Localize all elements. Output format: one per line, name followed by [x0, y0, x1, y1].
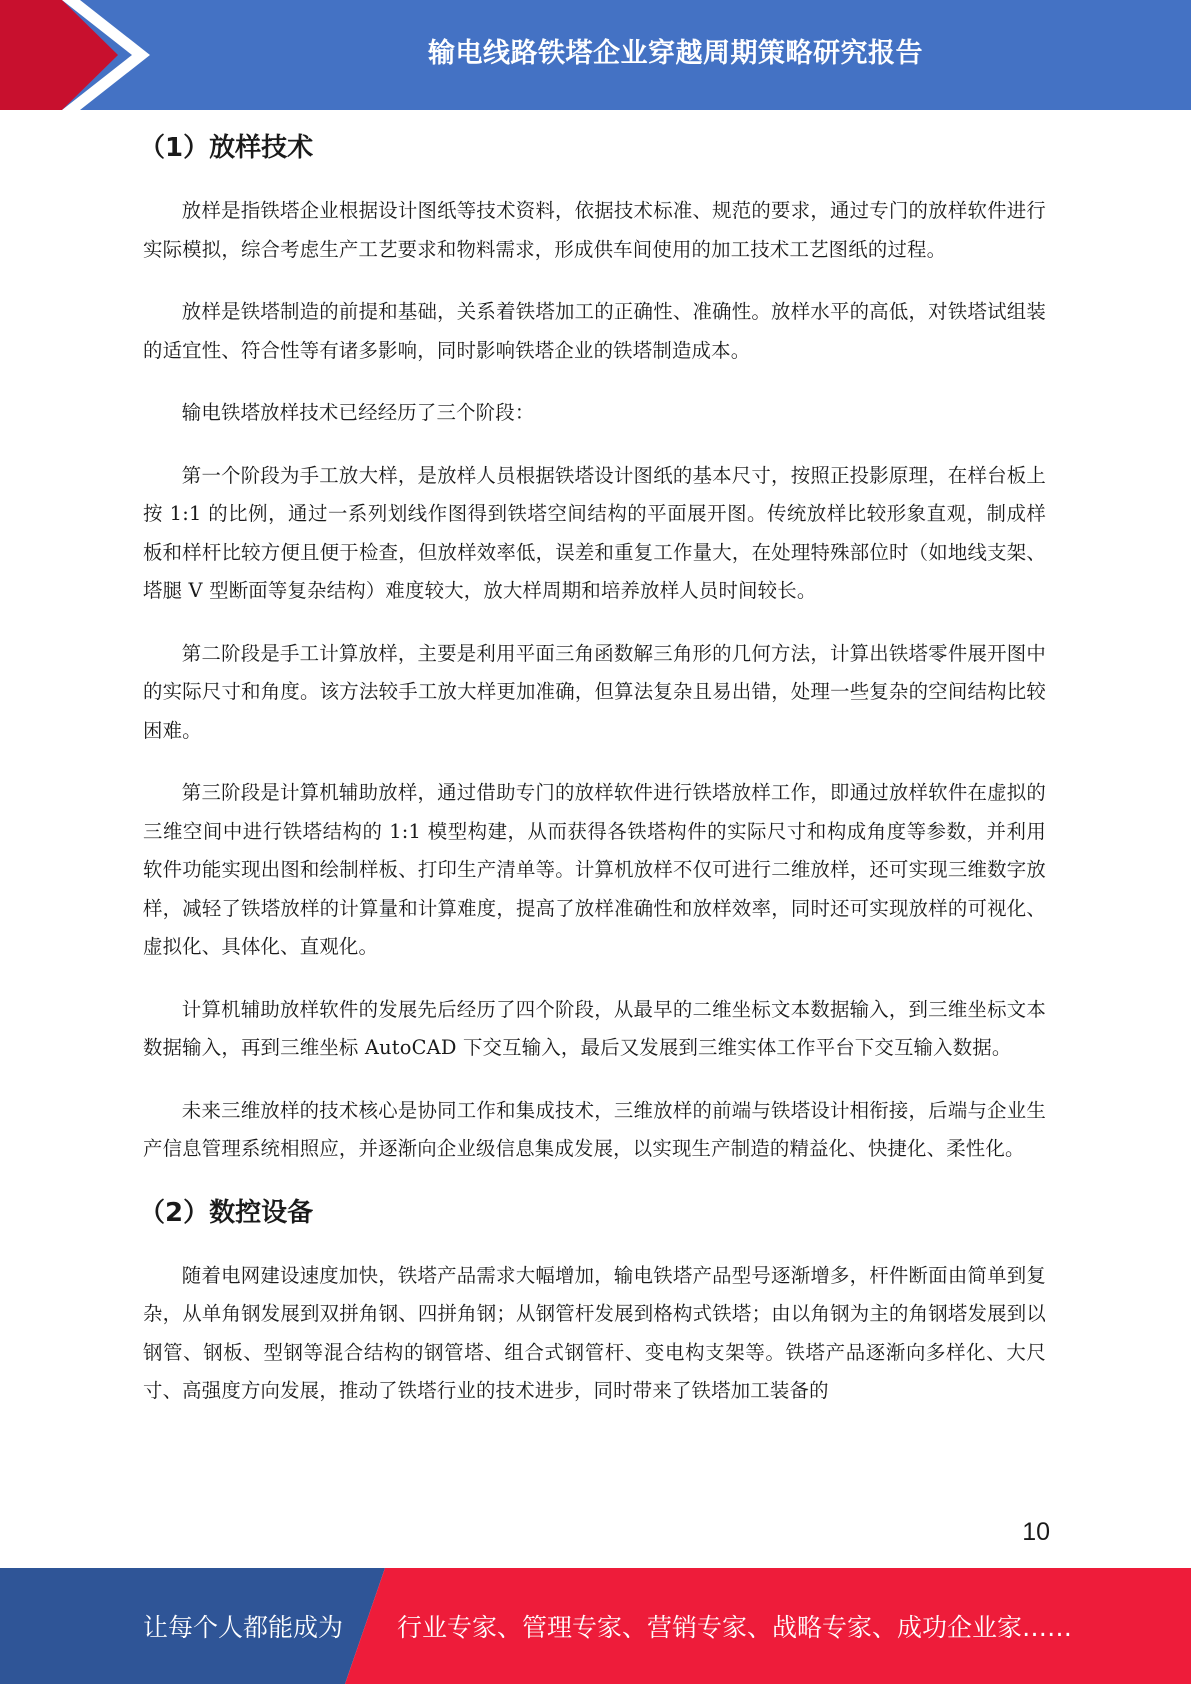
footer-slogan-left: 让每个人都能成为 — [143, 1613, 344, 1642]
main-content — [139, 128, 1046, 1435]
page-number: 10 — [1022, 1518, 1050, 1546]
paragraph: 计算机辅助放样软件的发展先后经历了四个阶段，从最早的二维坐标文本数据输入，到三维坐标文本数据输入，再到三维坐标 AutoCAD 下交互输入，最后又发展到三维实体工作平台下交互输入数据。 — [143, 997, 1046, 1059]
paragraph: 第三阶段是计算机辅助放样，通过借助专门的放样软件进行铁塔放样工作，即通过放样软件在虚拟的三维空间中进行铁塔结构的 1:1 模型构建，从而获得各铁塔构件的实际尺寸和构成角度等参数，并利用软件功能实现出图和绘制样板、打印生产清单等。计算机放样不仅可进行二维放样，还可实现三维数字放样，减轻了铁塔放样的计算量和计算难度，提高了放样准确性和放样效率，同时还可实现放样的可视化、虚拟化、具体化、直观化。 — [143, 781, 1046, 958]
footer-band — [0, 1568, 1191, 1684]
paragraph: 未来三维放样的技术核心是协同工作和集成技术，三维放样的前端与铁塔设计相衔接，后端与企业生产信息管理系统相照应，并逐渐向企业级信息集成发展，以实现生产制造的精益化、快捷化、柔性化。 — [143, 1098, 1046, 1160]
document-title: 输电线路铁塔企业穿越周期策略研究报告 — [428, 37, 923, 69]
paragraph: 第一个阶段为手工放大样，是放样人员根据铁塔设计图纸的基本尺寸，按照正投影原理，在样台板上按 1:1 的比例，通过一系列划线作图得到铁塔空间结构的平面展开图。传统放样比较形象直观，制成样板和样杆比较方便且便于检查，但放样效率低，误差和重复工作量大，在处理特殊部位时（如地线支架、塔腿 V 型断面等复杂结构）难度较大，放大样周期和培养放样人员时间较长。 — [143, 463, 1046, 602]
paragraph: 放样是铁塔制造的前提和基础，关系着铁塔加工的正确性、准确性。放样水平的高低，对铁塔试组装的适宜性、符合性等有诸多影响，同时影响铁塔企业的铁塔制造成本。 — [143, 300, 1046, 362]
header-band — [0, 0, 1191, 110]
paragraph: 随着电网建设速度加快，铁塔产品需求大幅增加，输电铁塔产品型号逐渐增多，杆件断面由简单到复杂，从单角钢发展到双拼角钢、四拼角钢；从钢管杆发展到格构式铁塔；由以角钢为主的角钢塔发展到以钢管、钢板、型钢等混合结构的钢管塔、组合式钢管杆、变电构支架等。铁塔产品逐渐向多样化、大尺寸、高强度方向发展，推动了铁塔行业的技术进步，同时带来了铁塔加工装备的 — [143, 1263, 1046, 1402]
section-heading-cnc-equipment: （2）数控设备 — [139, 1197, 314, 1228]
paragraph: 输电铁塔放样技术已经经历了三个阶段： — [181, 401, 535, 424]
paragraph: 第二阶段是手工计算放样，主要是利用平面三角函数解三角形的几何方法，计算出铁塔零件展开图中的实际尺寸和角度。该方法较手工放大样更加准确，但算法复杂且易出错，处理一些复杂的空间结构比较困难。 — [143, 641, 1046, 742]
paragraph: 放样是指铁塔企业根据设计图纸等技术资料，依据技术标准、规范的要求，通过专门的放样软件进行实际模拟，综合考虑生产工艺要求和物料需求，形成供车间使用的加工技术工艺图纸的过程。 — [143, 199, 1046, 261]
footer-slogan-right: 行业专家、管理专家、营销专家、战略专家、成功企业家…… — [397, 1613, 1073, 1642]
section-heading-layout-technique: （1）放样技术 — [139, 133, 314, 163]
header-arrow-icon — [0, 0, 160, 110]
